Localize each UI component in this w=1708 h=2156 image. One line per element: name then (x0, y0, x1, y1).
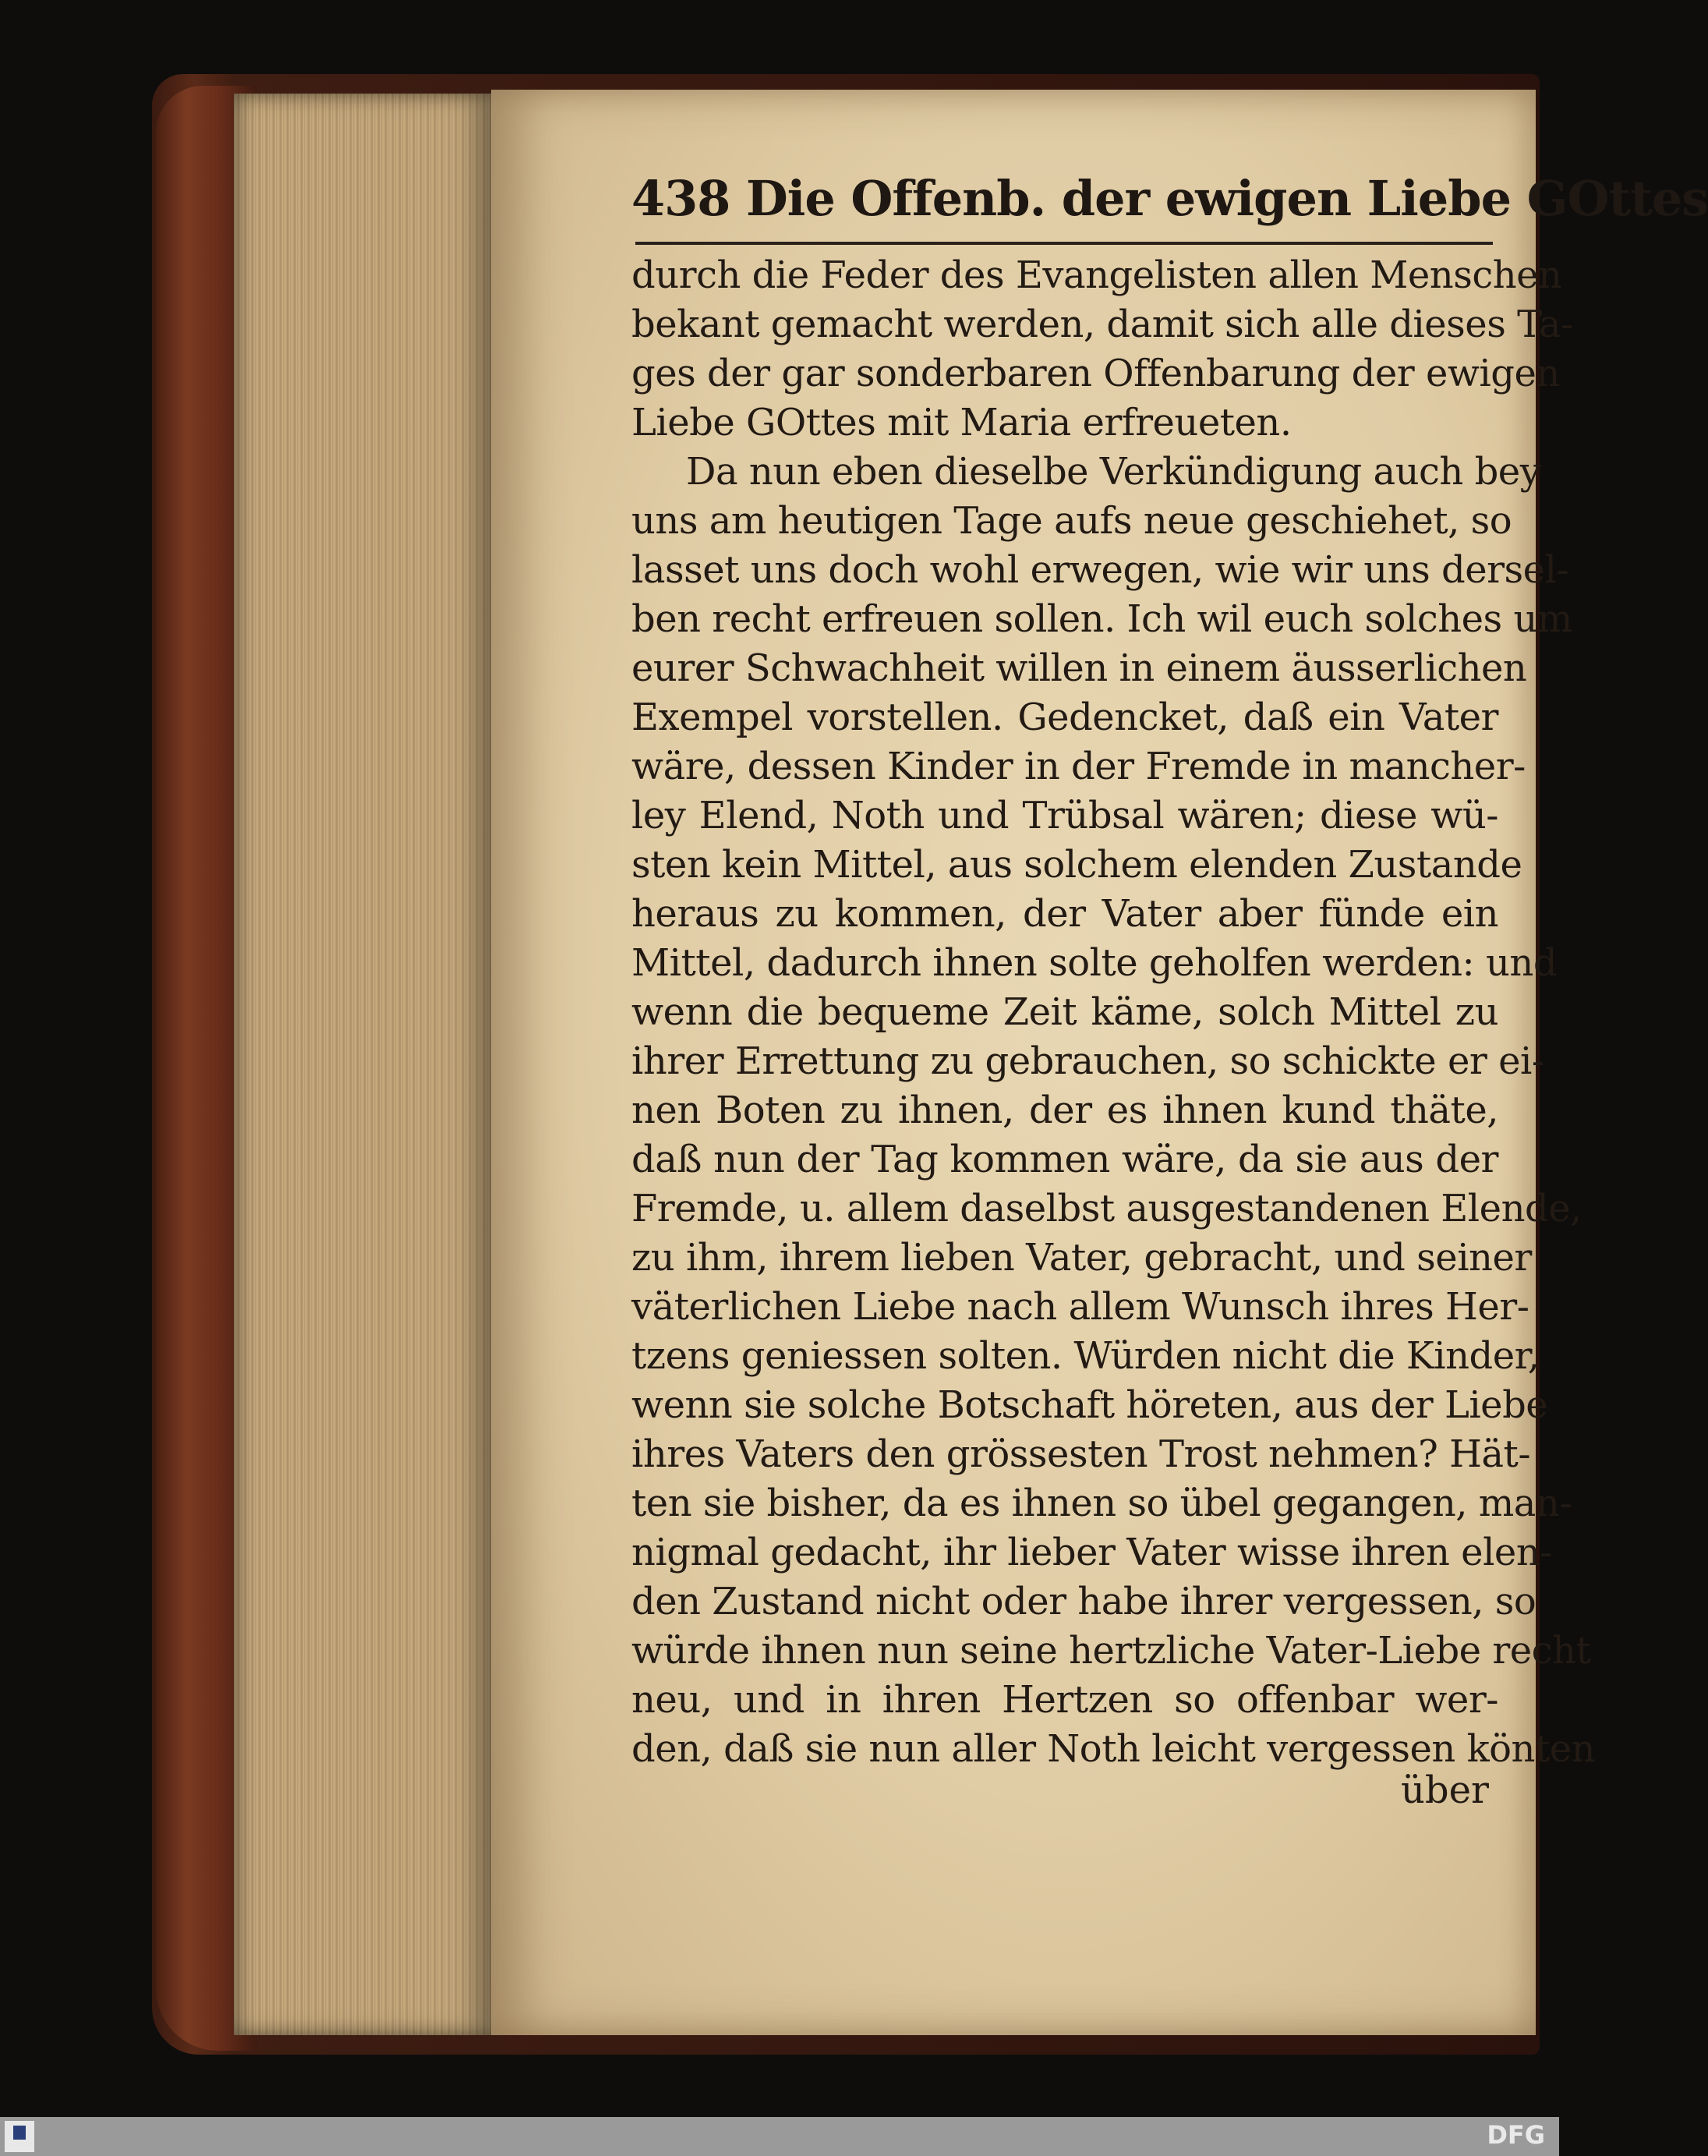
text-line: Da nun eben dieselbe Verkündigung auch bey (686, 450, 1541, 494)
text-line: durch die Feder des Evangelisten allen Menschen (631, 253, 1562, 297)
text-line: ihres Vaters den grössesten Trost nehmen? Hät- (631, 1432, 1531, 1476)
catchword: über (1401, 1768, 1489, 1812)
text-line: neu, und in ihren Hertzen so offenbar wer- (631, 1678, 1498, 1722)
text-line: würde ihnen nun seine hertzliche Vater-Liebe recht (631, 1629, 1591, 1673)
text-line: ley Elend, Noth und Trübsal wären; diese wü- (631, 794, 1498, 837)
text-line: Exempel vorstellen. Gedencket, daß ein Vater (631, 696, 1498, 739)
library-logo-icon (5, 2121, 34, 2152)
text-line: nigmal gedacht, ihr lieber Vater wisse ihren elen- (631, 1531, 1552, 1574)
text-line: wenn sie solche Botschaft höreten, aus der Liebe (631, 1383, 1548, 1427)
text-line: ihrer Errettung zu gebrauchen, so schickte er ei- (631, 1039, 1544, 1083)
text-line: nen Boten zu ihnen, der es ihnen kund thäte, (631, 1089, 1498, 1132)
text-line: tzens geniessen solten. Würden nicht die Kinder, (631, 1334, 1540, 1378)
text-line: eurer Schwachheit willen in einem äusserlichen (631, 646, 1527, 690)
text-line: ges der gar sonderbaren Offenbarung der ewigen (631, 352, 1560, 395)
viewer-footer-bar (0, 2117, 1559, 2156)
text-line: sten kein Mittel, aus solchem elenden Zustande (631, 843, 1522, 887)
text-line: ten sie bisher, da es ihnen so übel gegangen, man- (631, 1482, 1572, 1525)
running-header: 438 Die Offenb. der ewigen Liebe GOttes (631, 170, 1708, 227)
text-line: daß nun der Tag kommen wäre, da sie aus der (631, 1138, 1498, 1181)
text-line: bekant gemacht werden, damit sich alle dieses Ta- (631, 303, 1573, 346)
text-line: heraus zu kommen, der Vater aber fünde ein (631, 892, 1498, 936)
page-block-edges (234, 94, 491, 2035)
text-line: den, daß sie nun aller Noth leicht vergessen könten (631, 1727, 1596, 1771)
text-line: väterlichen Liebe nach allem Wunsch ihres Her- (631, 1285, 1529, 1329)
text-line: ben recht erfreuen sollen. Ich wil euch solches um (631, 597, 1572, 641)
text-line: uns am heutigen Tage aufs neue geschiehet, so (631, 499, 1512, 543)
header-rule (635, 242, 1493, 245)
text-line: Fremde, u. allem daselbst ausgestandenen Elende, (631, 1187, 1582, 1230)
text-line: zu ihm, ihrem lieben Vater, gebracht, und seiner (631, 1236, 1532, 1280)
text-line: wäre, dessen Kinder in der Fremde in mancher- (631, 745, 1526, 788)
dfg-logo: DFG (1487, 2120, 1545, 2150)
page-body-text (631, 251, 1596, 1774)
text-line: wenn die bequeme Zeit käme, solch Mittel zu (631, 990, 1498, 1034)
text-line: Liebe GOttes mit Maria erfreueten. (631, 401, 1292, 444)
text-line: den Zustand nicht oder habe ihrer vergessen, so (631, 1580, 1536, 1623)
text-line: lasset uns doch wohl erwegen, wie wir uns dersel- (631, 548, 1569, 592)
text-line: Mittel, dadurch ihnen solte geholfen werden: und (631, 941, 1558, 985)
